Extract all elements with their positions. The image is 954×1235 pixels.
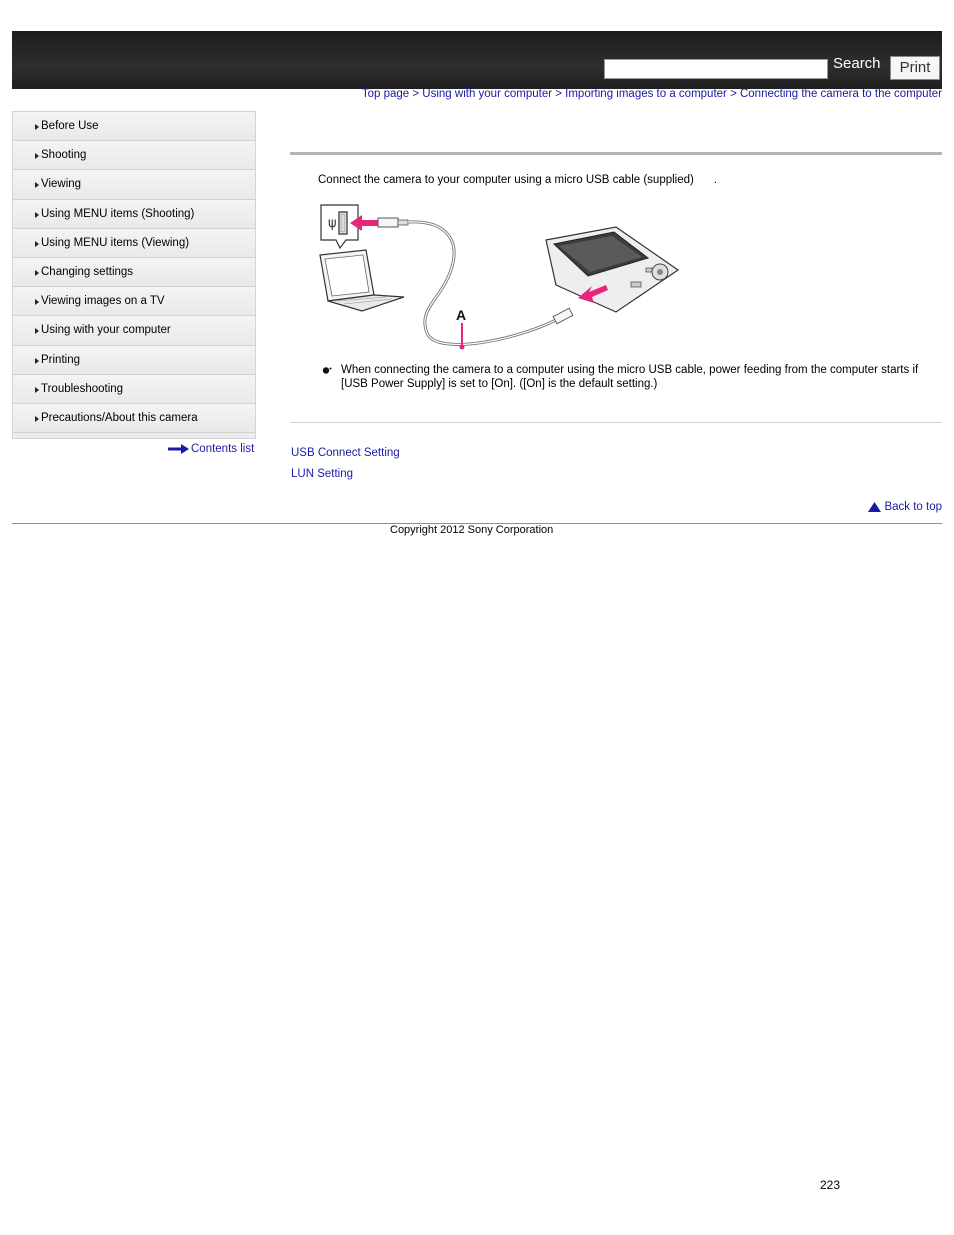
sidebar-item-troubleshooting[interactable] xyxy=(13,375,255,404)
bullet-icon xyxy=(322,366,332,374)
sidebar-item-viewing[interactable] xyxy=(13,170,255,199)
arrow-right-icon xyxy=(35,328,39,334)
arrow-right-icon xyxy=(35,416,39,422)
intro-period: . xyxy=(713,174,718,186)
arrow-right-icon xyxy=(35,270,39,276)
breadcrumb-current-page[interactable]: Connecting the camera to the computer xyxy=(739,88,942,100)
power-supply-note xyxy=(322,363,932,391)
sidebar-item-label: Printing xyxy=(41,353,80,366)
svg-text:ψ: ψ xyxy=(328,216,337,231)
sidebar-item-menu-shooting[interactable] xyxy=(13,200,255,229)
contents-list-link[interactable] xyxy=(168,443,254,455)
title-divider xyxy=(290,152,942,155)
back-to-top-label: Back to top xyxy=(884,501,942,513)
breadcrumb-importing-images[interactable]: Importing images to a computer xyxy=(565,88,727,100)
intro-sentence: Connect the camera to your computer using a micro USB cable (supplied) xyxy=(318,174,694,186)
triangle-up-icon xyxy=(868,502,881,512)
sidebar-item-label: Using MENU items (Shooting) xyxy=(41,207,195,220)
breadcrumb-separator: > xyxy=(726,88,740,100)
arrow-right-icon xyxy=(35,241,39,247)
note-text: When connecting the camera to a computer using the micro USB cable, power feeding from the computer starts if [USB Power Supply] is set to [On]. ([On] is the default setting.) xyxy=(341,364,919,390)
breadcrumb-separator: > xyxy=(552,88,566,100)
usb-connection-illustration xyxy=(316,200,684,355)
search-input[interactable] xyxy=(604,59,828,79)
print-button[interactable]: Print xyxy=(890,56,940,80)
header-bar xyxy=(12,31,942,89)
arrow-right-icon xyxy=(35,182,39,188)
sidebar-item-changing-settings[interactable] xyxy=(13,258,255,287)
breadcrumb-separator: > xyxy=(409,88,423,100)
arrow-right-icon xyxy=(35,358,39,364)
arrow-right-icon xyxy=(35,387,39,393)
section-divider xyxy=(290,422,942,423)
sidebar-item-label: Shooting xyxy=(41,149,87,162)
arrow-right-icon xyxy=(35,124,39,130)
sidebar-item-label: Viewing images on a TV xyxy=(41,295,165,308)
breadcrumb xyxy=(362,88,942,100)
sidebar-item-shooting[interactable] xyxy=(13,141,255,170)
sidebar-item-label: Changing settings xyxy=(41,266,134,279)
arrow-right-icon xyxy=(35,212,39,218)
sidebar-item-label: Troubleshooting xyxy=(41,382,124,395)
sidebar-item-label: Precautions/About this camera xyxy=(41,411,198,424)
arrow-right-icon xyxy=(168,444,189,454)
sidebar-item-printing[interactable] xyxy=(13,346,255,375)
related-link-usb-connect-setting[interactable]: USB Connect Setting xyxy=(291,447,400,459)
sidebar-item-label: Using MENU items (Viewing) xyxy=(41,236,190,249)
page-number: 223 xyxy=(820,1178,841,1192)
figure-label-a: A xyxy=(456,307,467,323)
sidebar-item-label: Using with your computer xyxy=(41,324,171,337)
related-link-lun-setting[interactable]: LUN Setting xyxy=(291,468,354,480)
sidebar-item-before-use[interactable] xyxy=(13,112,255,141)
back-to-top-link[interactable] xyxy=(868,501,942,513)
arrow-right-icon xyxy=(35,299,39,305)
sidebar-item-menu-viewing[interactable] xyxy=(13,229,255,258)
search-button[interactable]: Search xyxy=(833,55,881,72)
breadcrumb-top-page[interactable]: Top page xyxy=(361,88,410,100)
copyright: Copyright 2012 Sony Corporation xyxy=(390,524,554,536)
sidebar-item-precautions[interactable] xyxy=(13,404,255,433)
sidebar-item-using-computer[interactable] xyxy=(13,316,255,345)
arrow-right-icon xyxy=(35,153,39,159)
sidebar-item-viewing-tv[interactable] xyxy=(13,287,255,316)
breadcrumb-using-with-computer[interactable]: Using with your computer xyxy=(422,88,553,100)
contents-list-label: Contents list xyxy=(191,443,255,455)
sidebar-item-label: Before Use xyxy=(41,120,99,133)
sidebar-nav xyxy=(12,111,256,439)
intro-text xyxy=(318,174,717,186)
sidebar-item-label: Viewing xyxy=(41,178,82,191)
